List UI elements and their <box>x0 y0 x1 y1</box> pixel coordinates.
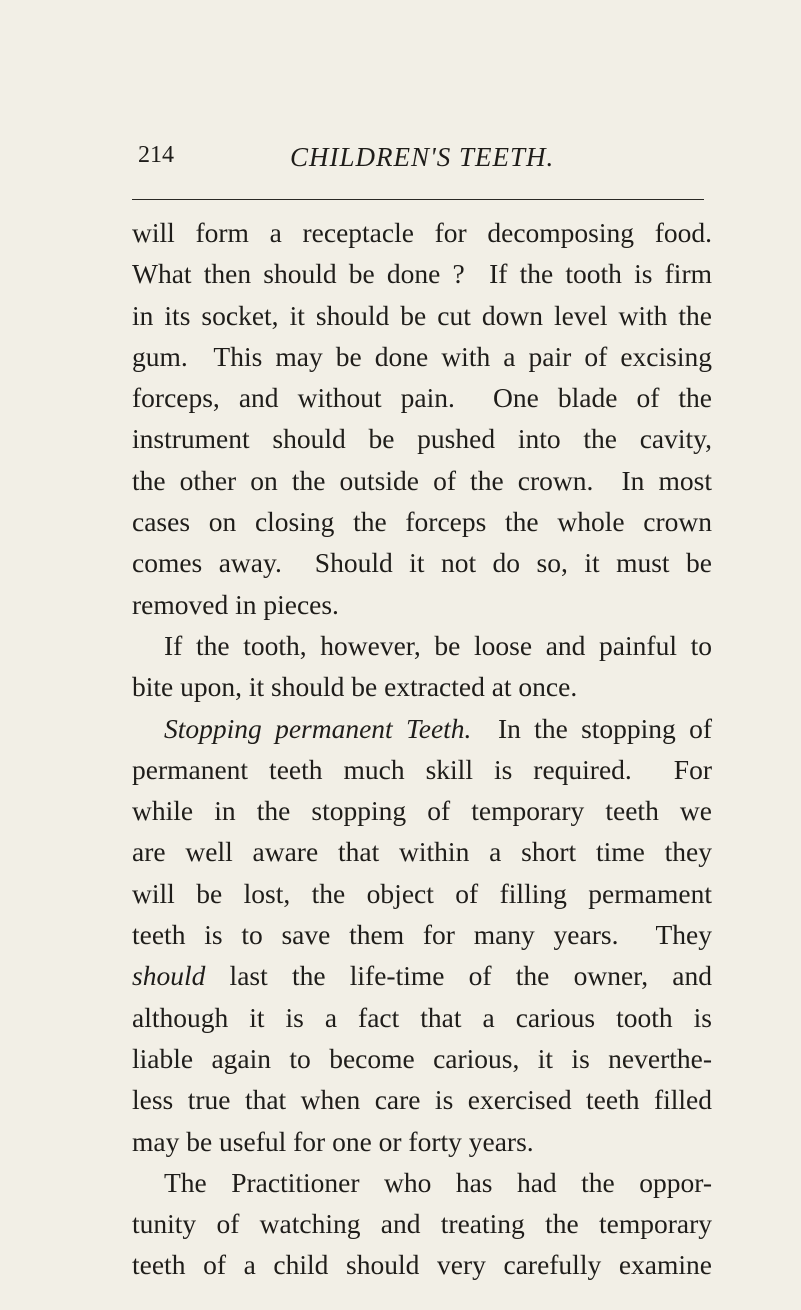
line-text: will be lost, the object of filling permament <box>132 877 712 909</box>
text-line <box>132 253 712 294</box>
line-text: cases on closing the forceps the whole crown <box>132 506 712 538</box>
line-text: If the tooth, however, be loose and painful to <box>164 629 712 661</box>
line-text: the other on the outside of the crown. In most <box>132 464 712 496</box>
line-text: bite upon, it should be extracted at once. <box>132 671 578 703</box>
line-text: gum. This may be done with a pair of excising <box>132 340 712 372</box>
running-title: CHILDREN'S TEETH. <box>290 142 555 172</box>
italic-text: Stopping permanent Teeth. <box>164 712 472 744</box>
text-line <box>132 914 712 955</box>
text-line <box>132 1162 712 1203</box>
text-line <box>132 584 712 625</box>
line-text: while in the stopping of temporary teeth we <box>132 795 712 827</box>
text-line <box>132 542 712 583</box>
text-line <box>132 666 712 707</box>
italic-text: should <box>132 960 206 992</box>
line-text: What then should be done ? If the tooth is firm <box>132 258 712 290</box>
text-line <box>132 1121 712 1162</box>
text-line <box>132 1038 712 1079</box>
body-text <box>132 212 712 1286</box>
text-line <box>132 377 712 418</box>
line-text: The Practitioner who has had the oppor- <box>164 1166 712 1198</box>
text-line <box>132 1244 712 1285</box>
text-line <box>132 955 712 996</box>
text-line <box>132 749 712 790</box>
text-line <box>132 460 712 501</box>
text-line <box>132 997 712 1038</box>
text-line <box>132 212 712 253</box>
text-line <box>132 336 712 377</box>
line-text: although it is a fact that a carious tooth is <box>132 1001 712 1033</box>
text-line <box>132 501 712 542</box>
line-text: last the life-time of the owner, and <box>205 960 712 992</box>
text-line <box>132 831 712 872</box>
line-text: forceps, and without pain. One blade of the <box>132 382 712 414</box>
line-text: are well aware that within a short time they <box>132 836 712 868</box>
page-number: 214 <box>138 142 174 168</box>
line-text: removed in pieces. <box>132 588 339 620</box>
text-line <box>132 295 712 336</box>
text-line <box>132 1203 712 1244</box>
line-text: less true that when care is exercised teeth filled <box>132 1084 712 1116</box>
text-line <box>132 790 712 831</box>
line-text: in its socket, it should be cut down level with the <box>132 299 712 331</box>
line-text: may be useful for one or forty years. <box>132 1125 534 1157</box>
line-text: teeth is to save them for many years. They <box>132 919 712 951</box>
line-text: will form a receptacle for decomposing food. <box>132 217 712 248</box>
line-text: instrument should be pushed into the cavity, <box>132 423 712 455</box>
text-line <box>132 873 712 914</box>
page-header <box>138 142 698 178</box>
text-line <box>132 418 712 459</box>
line-text: permanent teeth much skill is required. For <box>132 753 712 785</box>
line-text: tunity of watching and treating the temporary <box>132 1208 712 1240</box>
text-line <box>132 708 712 749</box>
line-text: teeth of a child should very carefully examine <box>132 1249 712 1281</box>
text-line <box>132 625 712 666</box>
line-text: liable again to become carious, it is neverthe- <box>132 1042 712 1074</box>
line-text: comes away. Should it not do so, it must be <box>132 547 712 579</box>
text-line <box>132 1079 712 1120</box>
line-text: In the stopping of <box>471 712 712 744</box>
header-rule <box>132 199 704 200</box>
